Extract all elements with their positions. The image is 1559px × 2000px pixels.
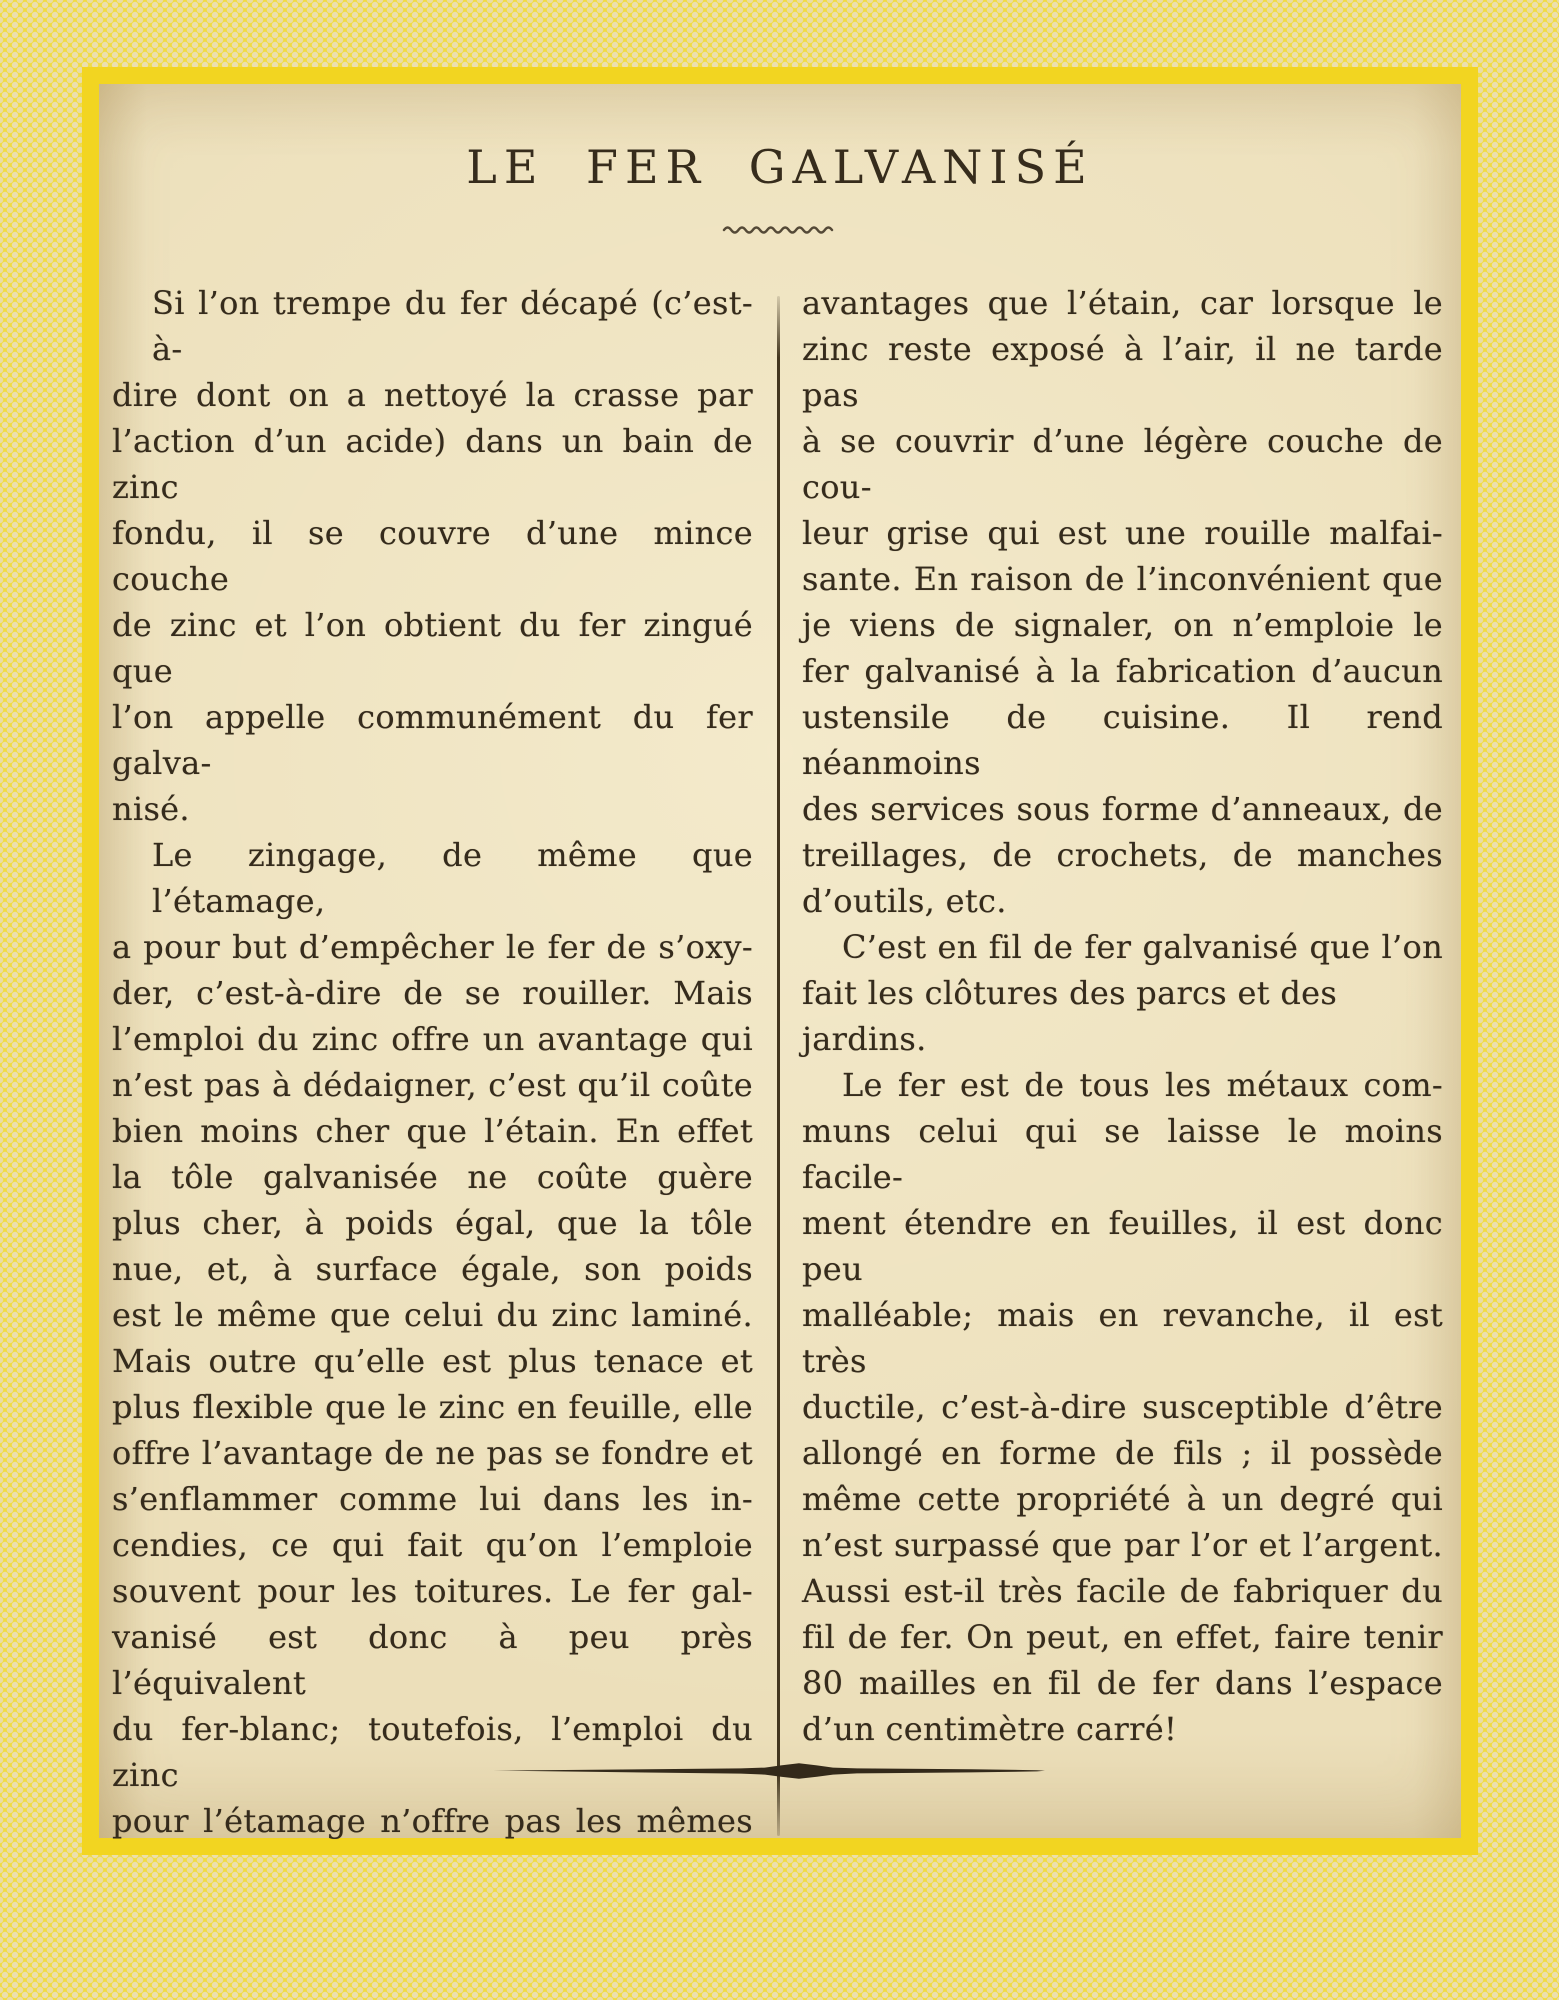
text-line: allongé en forme de fils ; il possède [802, 1434, 1443, 1472]
text-line: l’emploi du zinc offre un avantage qui [112, 1020, 753, 1058]
text-line: muns celui qui se laisse le moins facile- [802, 1112, 1443, 1196]
text-line: la tôle galvanisée ne coûte guère [112, 1158, 753, 1196]
text-line: Aussi est-il très facile de fabriquer du [802, 1572, 1443, 1610]
text-line: 80 mailles en fil de fer dans l’espace [802, 1664, 1443, 1702]
text-line: fer galvanisé à la fabrication d’aucun [802, 652, 1443, 690]
text-line: offre l’avantage de ne pas se fondre et [112, 1434, 753, 1472]
text-line: s’enflammer comme lui dans les in- [112, 1480, 753, 1518]
text-line: pour l’étamage n’offre pas les mêmes [112, 1802, 753, 1840]
text-column-left [112, 280, 753, 1844]
text-line: l’action d’un acide) dans un bain de zinc [112, 422, 753, 506]
text-line: vanisé est donc à peu près l’équivalent [112, 1618, 753, 1702]
text-line: ductile, c’est-à-dire susceptible d’être [802, 1388, 1443, 1426]
text-line: d’un centimètre carré! [802, 1710, 1178, 1748]
footer-ornament [493, 1760, 1045, 1786]
text-line: malléable; mais en revanche, il est très [802, 1296, 1443, 1380]
text-line: ustensile de cuisine. Il rend néanmoins [802, 698, 1443, 782]
text-line: Le fer est de tous les métaux com- [842, 1066, 1443, 1104]
column-divider-rule [777, 296, 780, 1836]
text-line: souvent pour les toitures. Le fer gal- [112, 1572, 753, 1610]
text-line: a pour but d’empêcher le fer de s’oxy- [112, 928, 753, 966]
text-line: est le même que celui du zinc laminé. [112, 1296, 753, 1334]
text-line: cendies, ce qui fait qu’on l’emploie [112, 1526, 753, 1564]
text-line: l’on appelle communément du fer galva- [112, 698, 753, 782]
text-line: nue, et, à surface égale, son poids [112, 1250, 753, 1288]
text-line: d’outils, etc. [802, 882, 1007, 920]
tapered-rule-icon [493, 1760, 1045, 1782]
squiggle-rule-icon [722, 223, 838, 235]
text-line: treillages, de crochets, de manches [802, 836, 1443, 874]
text-line: ment étendre en feuilles, il est donc peu [802, 1204, 1443, 1288]
page-title: LE FER GALVANISÉ [466, 140, 1094, 194]
text-line: n’est pas à dédaigner, c’est qu’il coûte [112, 1066, 753, 1104]
text-line: même cette propriété à un degré qui [802, 1480, 1443, 1518]
text-line: fait les clôtures des parcs et des jardins. [802, 974, 1338, 1058]
text-line: dire dont on a nettoyé la crasse par [112, 376, 753, 414]
text-line: avantages que l’étain, car lorsque le [802, 284, 1443, 322]
text-line: der, c’est-à-dire de se rouiller. Mais [112, 974, 753, 1012]
text-line: je viens de signaler, on n’emploie le [802, 606, 1443, 644]
text-line: Le zingage, de même que l’étamage, [152, 836, 753, 920]
text-line: leur grise qui est une rouille malfai- [802, 514, 1443, 552]
text-line: bien moins cher que l’étain. En effet [112, 1112, 753, 1150]
text-line: C’est en fil de fer galvanisé que l’on [842, 928, 1443, 966]
text-line: à se couvrir d’une légère couche de cou- [802, 422, 1443, 506]
text-column-right [802, 280, 1443, 1844]
text-line: des services sous forme d’anneaux, de [802, 790, 1443, 828]
text-line: plus flexible que le zinc en feuille, elle [112, 1388, 753, 1426]
text-line: du fer-blanc; toutefois, l’emploi du zinc [112, 1710, 753, 1794]
text-line: Mais outre qu’elle est plus tenace et [112, 1342, 753, 1380]
page [82, 67, 1478, 1855]
article-body [112, 280, 1443, 1844]
text-line: fondu, il se couvre d’une mince couche [112, 514, 753, 598]
text-line: n’est surpassé que par l’or et l’argent. [802, 1526, 1443, 1564]
text-line: de zinc et l’on obtient du fer zingué que [112, 606, 753, 690]
text-line: zinc reste exposé à l’air, il ne tarde pas [802, 330, 1443, 414]
title-ornament [99, 220, 1461, 234]
text-line: nisé. [112, 790, 190, 828]
text-line: fil de fer. On peut, en effet, faire tenir [802, 1618, 1443, 1656]
text-line: sante. En raison de l’inconvénient que [802, 560, 1443, 598]
text-line: plus cher, à poids égal, que la tôle [112, 1204, 753, 1242]
text-line: Si l’on trempe du fer décapé (c’est-à- [152, 284, 753, 368]
